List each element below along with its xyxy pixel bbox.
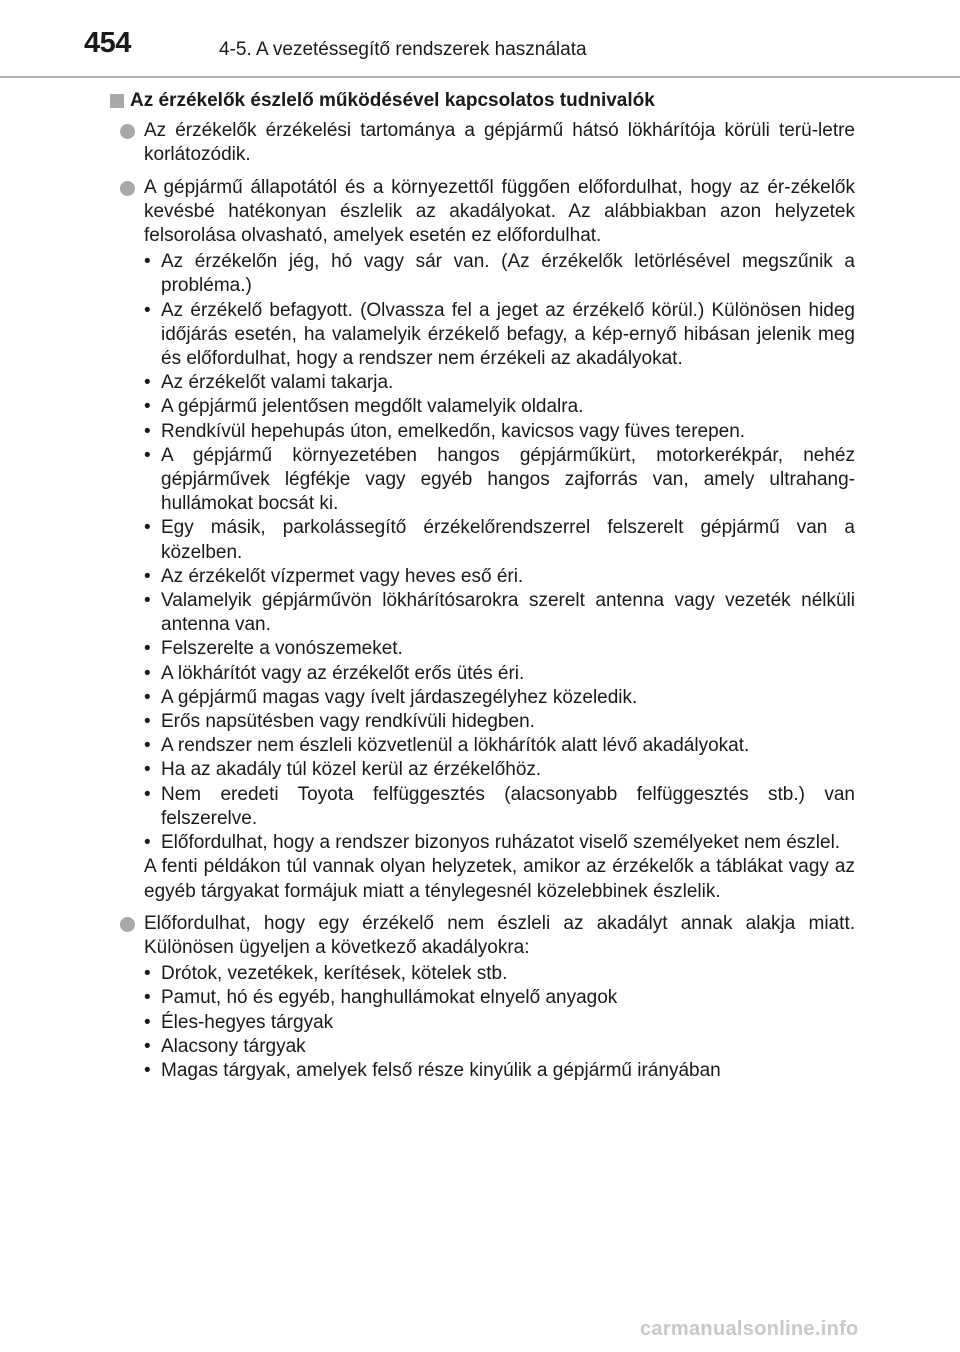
- list-item: • A lökhárítót vagy az érzékelőt erős ütés éri.: [144, 662, 855, 686]
- list-item: • Valamelyik gépjárművön lökhárítósarokra szerelt antenna vagy vezeték nélküli antenna van.: [144, 589, 855, 637]
- list-item: • Ha az akadály túl közel kerül az érzékelőhöz.: [144, 758, 855, 782]
- square-bullet-icon: [110, 94, 124, 108]
- list-item: • Az érzékelő befagyott. (Olvassza fel a jeget az érzékelő körül.) Különösen hideg időjárás esetén, ha valamelyik érzékelő befagy, a kép-ernyő hibásan jelenik meg és előfordulhat, hogy a rendszer nem érzékeli az akadályokat.: [144, 299, 855, 372]
- circle-bullet-icon: [120, 181, 135, 196]
- list-item: • A rendszer nem észleli közvetlenül a lökhárítók alatt lévő akadályokat.: [144, 734, 855, 758]
- list-item: • Egy másik, parkolássegítő érzékelőrendszerrel felszerelt gépjármű van a közelben.: [144, 516, 855, 564]
- paragraph-text: A gépjármű állapotától és a környezettől függően előfordulhat, hogy az ér-zékelők kevésbé hatékonyan észlelik az akadályokat. Az alábbiakban azon helyzetek felsorolása olvasható, amelyek esetén ez előfordulhat.: [144, 176, 855, 247]
- section-title: 4-5. A vezetéssegítő rendszerek használata: [219, 39, 587, 60]
- list-item: • Alacsony tárgyak: [144, 1035, 855, 1059]
- list-item: • Magas tárgyak, amelyek felső része kinyúlik a gépjármű irányában: [144, 1059, 855, 1083]
- obstacles-list: [144, 962, 855, 1083]
- paragraph-conditions: [120, 176, 855, 904]
- subsection-heading: [110, 89, 855, 113]
- circle-bullet-icon: [120, 124, 135, 139]
- paragraph-shapes: [120, 912, 855, 1083]
- list-item: • Az érzékelőt vízpermet vagy heves eső éri.: [144, 565, 855, 589]
- page-header: [0, 0, 960, 80]
- list-item: • Pamut, hó és egyéb, hanghullámokat elnyelő anyagok: [144, 986, 855, 1010]
- list-item: • A gépjármű környezetében hangos gépjárműkürt, motorkerékpár, nehéz gépjárművek légfékje vagy egyéb hangos zajforrás van, amely ultrahang-hullámokat bocsát ki.: [144, 444, 855, 517]
- page-number: 454: [84, 27, 131, 59]
- closing-text: A fenti példákon túl vannak olyan helyzetek, amikor az érzékelők a táblákat vagy az egyéb tárgyakat formájuk miatt a ténylegesnél közelebbinek észlelik.: [144, 856, 855, 902]
- list-item: • A gépjármű magas vagy ívelt járdaszegélyhez közeledik.: [144, 686, 855, 710]
- list-item: • A gépjármű jelentősen megdőlt valamelyik oldalra.: [144, 395, 855, 419]
- list-item: • Erős napsütésben vagy rendkívüli hidegben.: [144, 710, 855, 734]
- paragraph-text: Az érzékelők érzékelési tartománya a gépjármű hátsó lökhárítója körüli terü-letre korlátozódik.: [144, 120, 855, 166]
- watermark: carmanualsonline.info: [640, 1318, 859, 1340]
- list-item: • Éles-hegyes tárgyak: [144, 1011, 855, 1035]
- heading-text: Az érzékelők észlelő működésével kapcsolatos tudnivalók: [130, 90, 655, 111]
- list-item: • Nem eredeti Toyota felfüggesztés (alacsonyabb felfüggesztés stb.) van felszerelve.: [144, 783, 855, 831]
- list-item: • Felszerelte a vonószemeket.: [144, 637, 855, 661]
- list-item: • Rendkívül hepehupás úton, emelkedőn, kavicsos vagy füves terepen.: [144, 420, 855, 444]
- paragraph-text: Előfordulhat, hogy egy érzékelő nem észleli az akadályt annak alakja miatt. Különösen ügyeljen a következő akadályokra:: [144, 912, 855, 958]
- list-item: • Az érzékelőt valami takarja.: [144, 371, 855, 395]
- header-rule: [0, 76, 960, 78]
- list-item: • Előfordulhat, hogy a rendszer bizonyos ruházatot viselő személyeket nem észlel.: [144, 831, 855, 855]
- list-item: • Az érzékelőn jég, hó vagy sár van. (Az érzékelők letörlésével megszűnik a probléma.): [144, 250, 855, 298]
- page-content: [110, 89, 855, 1091]
- circle-bullet-icon: [120, 917, 135, 932]
- list-item: • Drótok, vezetékek, kerítések, kötelek stb.: [144, 962, 855, 986]
- paragraph-range: [120, 119, 855, 167]
- conditions-list: [144, 250, 855, 855]
